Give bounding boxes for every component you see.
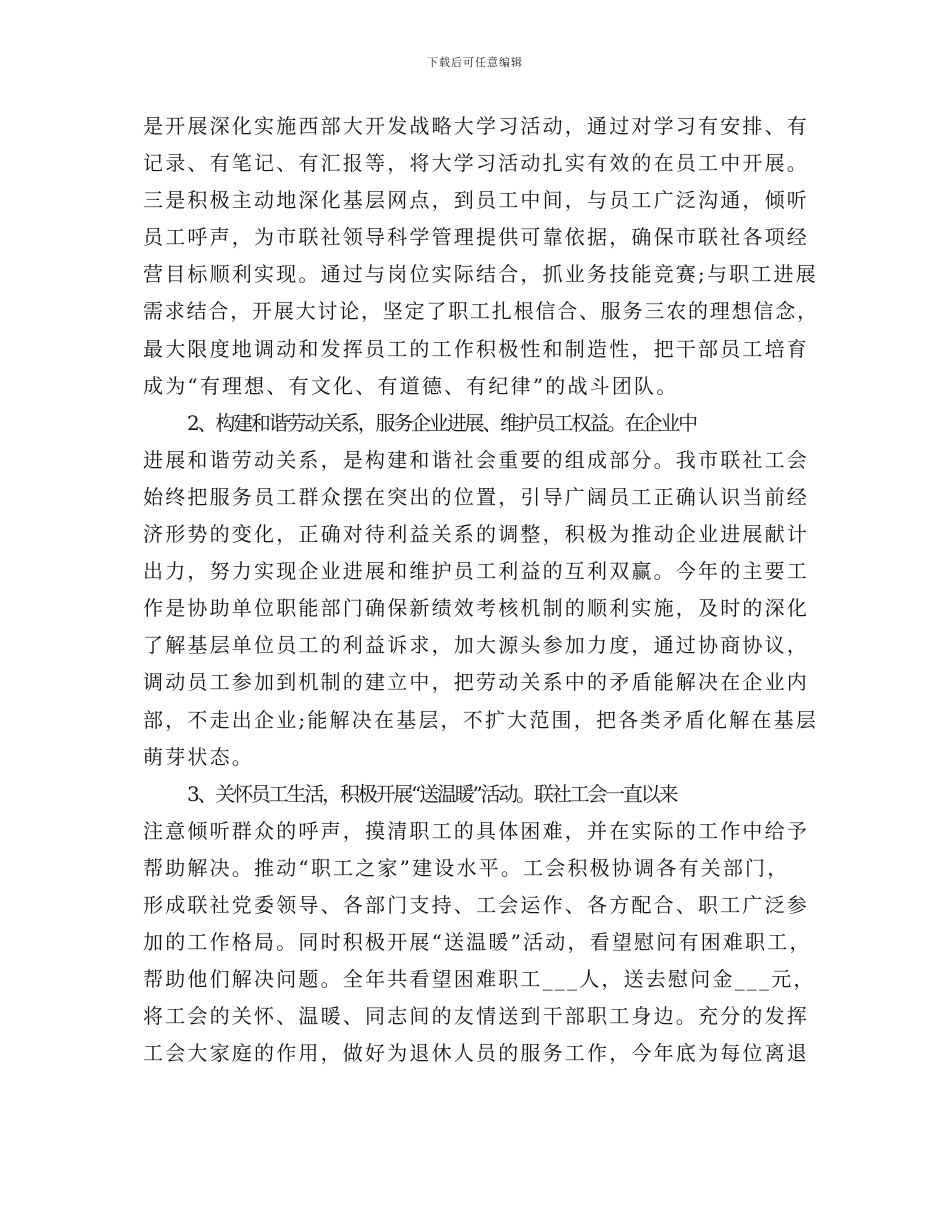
text-line: 出力，努力实现企业进展和维护员工利益的互利双赢。今年的主要工 [143, 559, 809, 584]
text-line: 萌芽状态。 [143, 744, 254, 769]
text-line: 始终把服务员工群众摆在突出的位置，引导广阔员工正确认识当前经 [143, 484, 809, 509]
text-line: 注意倾听群众的呼声，摸清职工的具体困难，并在实际的工作中给予 [143, 818, 809, 843]
text-line: 部，不走出企业;能解决在基层，不扩大范围，把各类矛盾化解在基层 [143, 707, 818, 732]
text-line: 将工会的关怀、温暖、同志间的友情送到干部职工身边。充分的发挥 [143, 1004, 809, 1029]
text-line: 3、关怀员工生活，积极开展“送温暖”活动。联社工会一直以来 [187, 781, 677, 806]
text-line: 工会大家庭的作用，做好为退休人员的服务工作，今年底为每位离退 [143, 1041, 809, 1066]
text-line: 进展和谐劳动关系，是构建和谐社会重要的组成部分。我市联社工会 [143, 447, 809, 472]
text-line: 济形势的变化，正确对待利益关系的调整，积极为推动企业进展献计 [143, 522, 809, 547]
header-note: 下载后可任意编辑 [427, 56, 523, 69]
text-line: 是开展深化实施西部大开发战略大学习活动，通过对学习有安排、有 [143, 114, 809, 138]
text-line: 最大限度地调动和发挥员工的工作积极性和制造性，把干部员工培育 [143, 336, 809, 361]
body-text [143, 108, 823, 1072]
text-line: 成为“有理想、有文化、有道德、有纪律”的战斗团队。 [143, 373, 679, 398]
text-line: 帮助他们解决问题。全年共看望困难职工___人，送去慰问金___元， [143, 967, 816, 992]
text-line: 需求结合，开展大讨论，坚定了职工扎根信合、服务三农的理想信念， [143, 299, 819, 324]
text-line: 2、构建和谐劳动关系，服务企业进展、维护员工权益。在企业中 [187, 410, 696, 435]
text-line: 营目标顺利实现。通过与岗位实际结合，抓业务技能竞赛;与职工进展 [143, 262, 818, 287]
text-line: 了解基层单位员工的利益诉求，加大源头参加力度，通过协商协议， [143, 633, 809, 658]
text-line: 调动员工参加到机制的建立中，把劳动关系中的矛盾能解决在企业内 [143, 670, 809, 695]
text-line: 加的工作格局。同时积极开展“送温暖”活动，看望慰问有困难职工， [143, 930, 812, 955]
text-line: 作是协助单位职能部门确保新绩效考核机制的顺利实施，及时的深化 [143, 596, 809, 621]
text-line: 员工呼声，为市联社领导科学管理提供可靠依据，确保市联社各项经 [143, 225, 809, 250]
text-line: 三是积极主动地深化基层网点，到员工中间，与员工广泛沟通，倾听 [143, 188, 809, 213]
text-line: 形成联社党委领导、各部门支持、工会运作、各方配合、职工广泛参 [143, 892, 809, 917]
text-line: 记录、有笔记、有汇报等，将大学习活动扎实有效的在员工中开展。 [143, 151, 809, 176]
text-line: 帮助解决。推动“职工之家”建设水平。工会积极协调各有关部门， [143, 855, 790, 880]
